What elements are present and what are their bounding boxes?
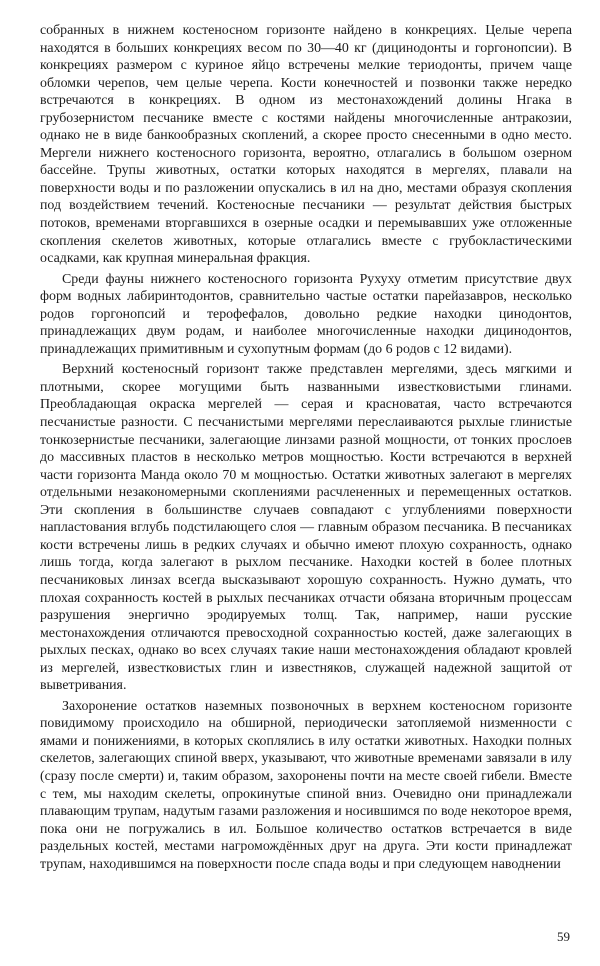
paragraph-4: Захоронение остатков наземных позвоночных в верхнем костеносном горизонте повидимому происходило на обширной, периодически затопляемой низменности с ямами и понижениями, в которых скоплялись в илу остатки животных. Находки полных скелетов, залегающих спиной вверх, указывают, что животные временами завязали в илу (сразу после смерти) и, таким образом, захоронены почти на месте своей гибели. Вместе с тем, мы находим скелеты, опрокинутые спиной вниз. Очевидно они принадлежали плавающим трупам, надутым газами разложения и носившимся по воде некоторое время, пока они не погружались в ил. Большое количество остатков встречается в виде раздельных костей, местами нагромождённых друг на друга. Эти кости принадлежат трупам, находившимся на поверхности после спада воды и при следующем наводнении <box>40 698 572 872</box>
paragraph-1: собранных в нижнем костеносном горизонте найдено в конкрециях. Целые черепа находятся в больших конкрециях весом по 30—40 кг (дицинодонты и горгонопсии). В конкрециях размером с куриное яйцо встречены мелкие териодонты, причем чаще обломки черепов, чем целые черепа. Кости конечностей и позвонки также нередко встречаются в конкрециях. В одном из местонахождений долины Нгака в грубозернистом песчанике вместе с костями найдены многочисленные антракозии, однако не в виде банкообразных скоплений, а скорее просто снесенными в одно место. Мергели нижнего костеносного горизонта, вероятно, отлагались в большом озерном бассейне. Трупы животных, остатки которых находятся в мергелях, плавали на поверхности воды и по разложении опускались в ил на дно, местами образуя скопления под воздействием течений. Костеносные песчаники — результат действия быстрых потоков, временами вторгавшихся в озерные осадки и перемывавших уже отложенные скопления скелетов животных, которые отлагались вместе с грубокластическими осадками, как крупная минеральная фракция. <box>40 23 572 267</box>
page-body <box>40 22 572 942</box>
paragraph-3: Верхний костеносный горизонт также представлен мергелями, здесь мягкими и плотными, скорее могущими быть названными известковистыми глинами. Преобладающая окраска мергелей — серая и красноватая, часто встречаются песчанистые разности. С песчанистыми мергелями переслаиваются рыхлые глинистые тонкозернистые песчаники, залегающие линзами разной мощности, от тонких прослоев до массивных пластов в несколько метров мощностью. Кости встречаются в верхней части горизонта Манда около 70 м мощностью. Остатки животных залегают в мергелях отдельными незакономерными скоплениями расчлененных и перемещенных остатков. Эти скопления в большинстве случаев совпадают с углублениями поверхности напластования вглубь подстилающего слоя — главным образом песчаника. В песчаниках кости встречены лишь в редких случаях и обычно имеют плохую сохранность, однако лишь тогда, когда залегают в рыхлом песчанике. Находки костей в более плотных песчаниковых линзах всегда высказывают хорошую сохранность. Нужно думать, что плохая сохранность костей в рыхлых песчаниках отчасти обязана вторичным процессам разрушения энергично эродируемых толщ. Так, например, наши русские местонахождения отличаются превосходной сохранностью костей, даже залегающих в рыхлых песках, однако во всех случаях такие наши местонахождения обладают кровлей из мергелей, известковистых глин и известняков, служащей надежной защитой от выветривания. <box>40 362 572 694</box>
paragraph-2: Среди фауны нижнего костеносного горизонта Рухуху отметим присутствие двух форм водных лабиринтодонтов, сравнительно частые остатки парейазавров, несколько родов горгонопсий и терофефалов, довольно редкие находки цинодонтов, принадлежащих двум родам, и наиболее многочисленные находки дицинодонтов, принадлежащих примитивным и сухопутным формам (до 6 родов с 12 видами). <box>40 271 572 357</box>
page-number: 59 <box>557 929 570 944</box>
